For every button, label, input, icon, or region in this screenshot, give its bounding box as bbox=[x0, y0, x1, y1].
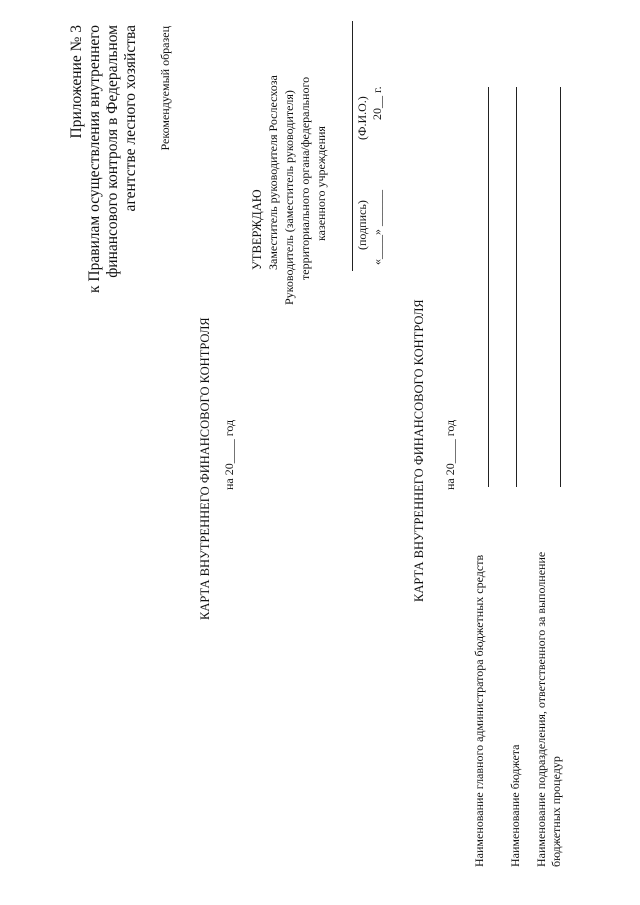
field-division-label-line2: бюджетных процедур bbox=[549, 756, 563, 867]
signature-line bbox=[352, 21, 353, 271]
appendix-ref-line1: к Правилам осуществления внутреннего bbox=[86, 25, 103, 294]
appendix-ref-line3: агентстве лесного хозяйства bbox=[122, 25, 139, 212]
approve-line3: территориального органа/федерального bbox=[298, 76, 312, 280]
signature-label: (подпись) bbox=[355, 200, 369, 250]
approve-line2: Руководитель (заместитель руководителя) bbox=[282, 90, 296, 305]
appendix-number: Приложение № 3 bbox=[68, 25, 85, 139]
field-division-label-line1: Наименование подразделения, ответственного за выполнение bbox=[534, 551, 548, 867]
approve-date-right: 20__ г. bbox=[370, 86, 384, 120]
approve-line1: Заместитель руководителя Рослесхоза bbox=[266, 75, 280, 270]
field-admin-line bbox=[488, 87, 489, 487]
card1-year: на 20____ год bbox=[222, 419, 236, 490]
appendix-ref-line2: финансового контроля в Федеральном bbox=[104, 25, 121, 278]
field-admin-label: Наименование главного администратора бюджетных средств bbox=[472, 554, 486, 867]
approve-date-left: «____» ______ bbox=[370, 190, 384, 265]
approve-line4: казенного учреждения bbox=[314, 126, 328, 241]
card2-year: на 20____ год bbox=[443, 419, 457, 490]
field-division-line bbox=[560, 87, 561, 487]
field-budget-line bbox=[516, 87, 517, 487]
approve-title: УТВЕРЖДАЮ bbox=[250, 189, 264, 270]
card2-title: КАРТА ВНУТРЕННЕГО ФИНАНСОВОГО КОНТРОЛЯ bbox=[412, 299, 426, 602]
field-budget-label: Наименование бюджета bbox=[508, 744, 522, 867]
recommended-sample-label: Рекомендуемый образец bbox=[158, 26, 172, 151]
card1-title: КАРТА ВНУТРЕННЕГО ФИНАНСОВОГО КОНТРОЛЯ bbox=[198, 317, 212, 620]
name-label: (Ф.И.О.) bbox=[355, 96, 369, 140]
